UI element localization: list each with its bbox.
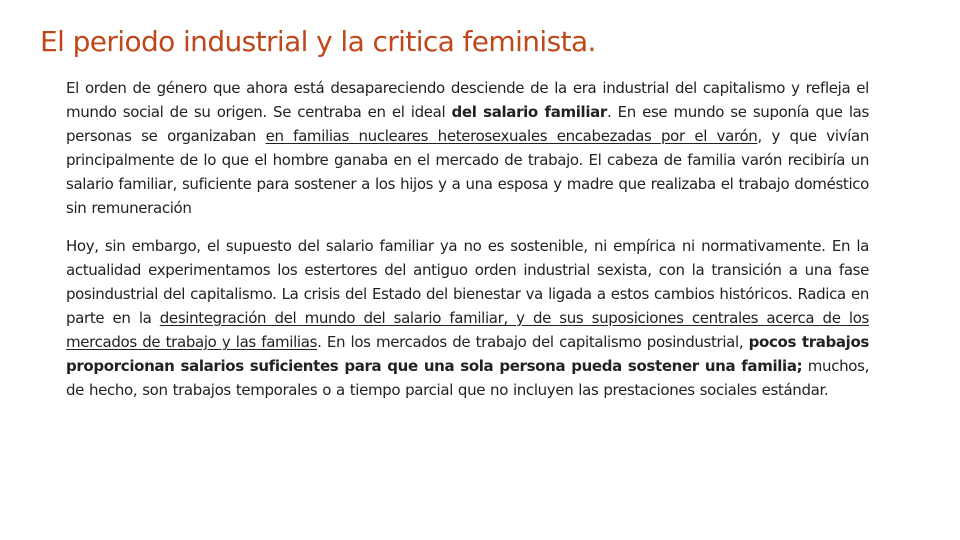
paragraph-1-bold-family-wage: del salario familiar: [451, 103, 607, 121]
paragraph-1: [66, 76, 869, 220]
slide-body: [66, 76, 869, 402]
paragraph-2-text-b: . En los mercados de trabajo del capitalismo posindustrial,: [317, 333, 749, 351]
paragraph-2: [66, 234, 869, 402]
paragraph-1-text-c: , y que vivían principalmente de lo que el hombre ganaba en el mercado de trabajo. El cabeza de familia varón recibiría un salario familiar, suficiente para sostener a los hijos y a una esposa y madre que realizaba el trabajo doméstico sin remuneración: [66, 127, 869, 217]
paragraph-2-text-c: muchos, de hecho, son trabajos temporales o a tiempo parcial que no incluyen las prestaciones sociales estándar.: [66, 357, 869, 399]
paragraph-1-text-b: . En ese mundo se suponía que las personas se organizaban: [66, 103, 869, 145]
paragraph-1-underlined-nuclear-families: en familias nucleares heterosexuales encabezadas por el varón: [265, 127, 758, 145]
paragraph-2-text-a: Hoy, sin embargo, el supuesto del salario familiar ya no es sostenible, ni empírica ni normativamente. En la actualidad experimentamos los estertores del antiguo orden industrial sexista, con la transición a una fase posindustrial del capitalismo. La crisis del Estado del bienestar va ligada a estos cambios históricos. Radica en parte en la: [66, 237, 869, 327]
slide-title: El periodo industrial y la critica feminista.: [40, 25, 596, 58]
paragraph-2-underlined-disintegration: desintegración del mundo del salario familiar, y de sus suposiciones centrales acerca de los mercados de trabajo y las familias: [66, 309, 869, 351]
paragraph-2-bold-few-jobs: pocos trabajos proporcionan salarios suficientes para que una sola persona pueda sostener una familia;: [66, 333, 869, 375]
paragraph-1-text-a: El orden de género que ahora está desapareciendo desciende de la era industrial del capitalismo y refleja el mundo social de su origen. Se centraba en el ideal: [66, 79, 869, 121]
